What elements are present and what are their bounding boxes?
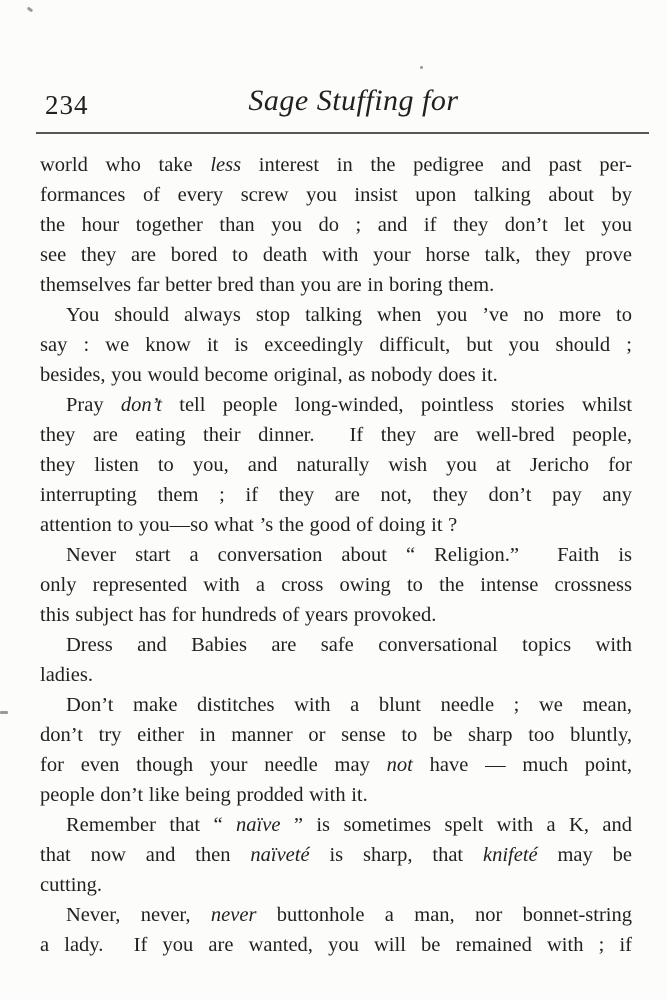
text-segment: a lady. If you are wanted, you will be remained with ; if	[40, 934, 632, 956]
text-segment: the hour together than you do ; and if they don’t let you	[40, 214, 632, 236]
text-line	[40, 660, 632, 690]
text-line	[40, 390, 632, 420]
text-segment: Never start a conversation about “ Religion.” Faith is	[66, 544, 632, 566]
text-line	[40, 900, 632, 930]
paragraph	[40, 150, 632, 300]
text-segment: they are eating their dinner. If they are well-bred people,	[40, 424, 632, 446]
text-line	[40, 540, 632, 570]
text-line	[40, 810, 632, 840]
paragraph	[40, 900, 632, 960]
paragraph	[40, 300, 632, 390]
text-line	[40, 210, 632, 240]
text-segment: ladies.	[40, 664, 93, 686]
text-segment: Never, never,	[66, 904, 211, 926]
text-line	[40, 840, 632, 870]
text-line	[40, 240, 632, 270]
text-segment: Remember that “	[66, 814, 237, 836]
scan-artifact	[0, 711, 8, 714]
text-segment: they listen to you, and naturally wish you at Jericho for	[40, 454, 632, 476]
text-segment: interest in the pedigree and past per-	[241, 154, 632, 176]
text-segment: knifeté	[482, 844, 538, 866]
scan-artifact	[420, 66, 423, 69]
text-segment: don’t	[120, 394, 162, 416]
text-segment: see they are bored to death with your horse talk, they prove	[40, 244, 632, 266]
text-line	[40, 930, 632, 960]
text-segment: may be	[537, 844, 632, 866]
running-header: Sage Stuffing for	[248, 84, 459, 117]
header-rule	[36, 132, 649, 134]
text-segment: attention to you—so what ’s the good of doing it ?	[40, 514, 458, 536]
text-line	[40, 360, 632, 390]
text-segment: that now and then	[40, 844, 251, 866]
text-line	[40, 300, 632, 330]
text-line	[40, 780, 632, 810]
text-segment: less	[210, 154, 242, 176]
text-segment: is sharp, that	[309, 844, 483, 866]
text-line	[40, 150, 632, 180]
text-segment: not	[386, 754, 413, 776]
text-line	[40, 450, 632, 480]
text-line	[40, 600, 632, 630]
text-segment: people don’t like being prodded with it.	[40, 784, 368, 806]
text-line	[40, 510, 632, 540]
text-line	[40, 870, 632, 900]
text-line	[40, 270, 632, 300]
text-segment: formances of every screw you insist upon talking about by	[40, 184, 632, 206]
text-segment: naïve	[236, 814, 281, 836]
text-segment: ” is sometimes spelt with a K, and	[280, 814, 632, 836]
paragraph	[40, 540, 632, 630]
paragraph	[40, 810, 632, 900]
text-line	[40, 570, 632, 600]
text-segment: say : we know it is exceedingly difficult, but you should ;	[40, 334, 632, 356]
text-segment: for even though your needle may	[40, 754, 387, 776]
scan-artifact	[27, 7, 34, 13]
text-segment: naïveté	[250, 844, 310, 866]
text-line	[40, 480, 632, 510]
text-line	[40, 630, 632, 660]
text-segment: themselves far better bred than you are in boring them.	[40, 274, 495, 296]
paragraph	[40, 630, 632, 690]
text-segment: this subject has for hundreds of years provoked.	[40, 604, 437, 626]
text-segment: cutting.	[40, 874, 103, 896]
text-segment: have — much point,	[412, 754, 632, 776]
text-line	[40, 690, 632, 720]
text-segment: tell people long-winded, pointless stories whilst	[161, 394, 632, 416]
text-line	[40, 180, 632, 210]
paragraph	[40, 390, 632, 540]
text-segment: You should always stop talking when you ’ve no more to	[66, 304, 632, 326]
body-text	[40, 150, 632, 960]
text-segment: don’t try either in manner or sense to be sharp too bluntly,	[40, 724, 632, 746]
text-segment: Don’t make distitches with a blunt needle ; we mean,	[66, 694, 632, 716]
text-segment: never	[210, 904, 257, 926]
text-segment: Dress and Babies are safe conversational topics with	[66, 634, 632, 656]
text-line	[40, 720, 632, 750]
text-segment: interrupting them ; if they are not, they don’t pay any	[40, 484, 632, 506]
text-segment: Pray	[66, 394, 121, 416]
text-segment: besides, you would become original, as nobody does it.	[40, 364, 498, 386]
text-line	[40, 750, 632, 780]
paragraph	[40, 690, 632, 810]
text-segment: buttonhole a man, nor bonnet-string	[256, 904, 632, 926]
text-segment: only represented with a cross owing to the intense crossness	[40, 574, 632, 596]
text-segment: world who take	[40, 154, 211, 176]
text-line	[40, 330, 632, 360]
page-number: 234	[45, 90, 89, 120]
text-line	[40, 420, 632, 450]
